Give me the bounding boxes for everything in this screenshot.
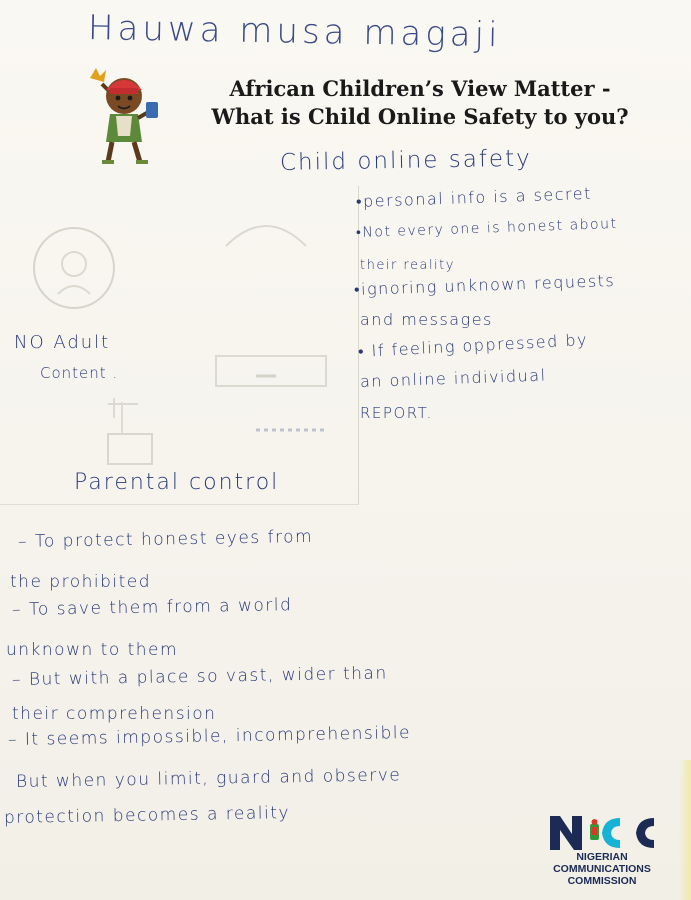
mascot-illustration — [80, 66, 170, 166]
safety-bullet-1: •personal info is a secret — [355, 183, 593, 211]
safety-bullet-4-line-3: REPORT. — [360, 404, 433, 422]
safety-bullet-2-line-2: their reality — [360, 258, 455, 273]
parental-line-8: But when you limit, guard and observe — [15, 765, 402, 792]
parental-line-1: – To protect honest eyes from — [17, 526, 314, 552]
mascot-hand-icon — [90, 68, 106, 82]
parental-line-4: unknown to them — [6, 640, 179, 660]
parental-line-6: their comprehension — [12, 704, 217, 724]
ncc-caption-line-2: COMMUNICATIONS — [553, 863, 651, 875]
safety-bullet-3-line-1: •ignoring unknown requests — [353, 270, 616, 299]
parental-control-title: Parental control — [74, 470, 280, 495]
heading-line-1: African Children’s View Matter - — [229, 76, 611, 101]
ncc-caption-line-1: NIGERIAN — [576, 851, 628, 863]
ncc-caption-line-3: COMMISSION — [567, 875, 637, 887]
faint-sketch-right — [176, 206, 356, 446]
child-online-safety-title: Child online safety — [279, 145, 532, 176]
faint-device-sketch — [100, 398, 160, 468]
parental-line-5: – But with a place so vast, wider than — [11, 663, 388, 690]
heading-line-2: What is Child Online Safety to you? — [211, 104, 629, 129]
safety-bullet-3-line-2: and messages — [360, 310, 493, 329]
paper-edge-shadow — [679, 760, 691, 900]
faint-sketch-left — [18, 218, 138, 418]
no-adult-label-line-2: Content . — [40, 364, 119, 382]
no-adult-label-line-1: NO Adult — [14, 332, 111, 353]
parental-line-2: the prohibited — [10, 572, 152, 592]
safety-bullet-2-line-1: •Not every one is honest about — [355, 215, 618, 241]
author-name: Hauwa musa magaji — [87, 8, 502, 56]
parental-line-9: protection becomes a reality — [3, 803, 291, 828]
safety-bullet-4-line-1: • If feeling oppressed by — [357, 329, 589, 361]
parental-line-7: – It seems impossible, incomprehensible — [7, 722, 412, 750]
parental-line-3: – To save them from a world — [11, 595, 293, 620]
safety-bullet-4-line-2: an online individual — [359, 365, 547, 391]
